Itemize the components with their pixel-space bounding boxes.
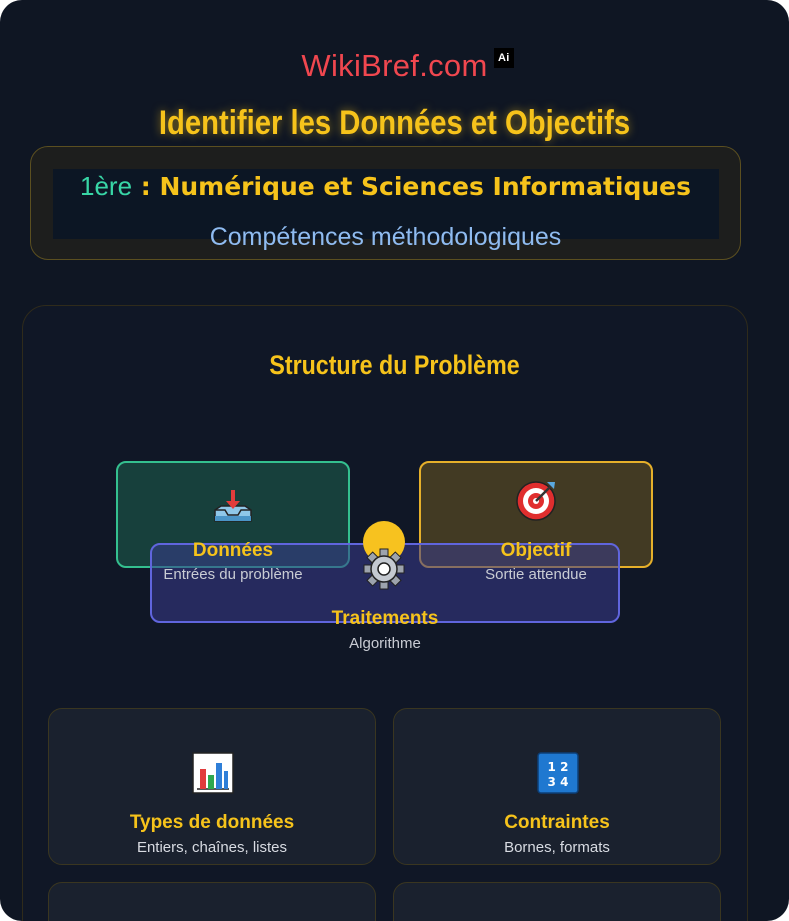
course-separator: : bbox=[132, 172, 160, 201]
node-donnees-subtitle: Entrées du problème bbox=[163, 566, 303, 583]
node-donnees-title: Données bbox=[192, 540, 274, 561]
card-title: Contraintes bbox=[504, 812, 610, 833]
target-icon bbox=[514, 478, 558, 522]
card-description: Entiers, chaînes, listes bbox=[136, 839, 288, 856]
svg-text:3 4: 3 4 bbox=[547, 775, 569, 789]
course-banner bbox=[30, 146, 741, 260]
node-objectif-title: Objectif bbox=[500, 540, 572, 561]
node-objectif-subtitle: Sortie attendue bbox=[485, 566, 587, 583]
brand-name[interactable]: WikiBref.com bbox=[301, 48, 488, 83]
gear-icon bbox=[362, 547, 406, 591]
course-level: 1ère bbox=[80, 171, 133, 201]
diagram-title: Structure du Problème bbox=[269, 350, 520, 380]
svg-text:1 2: 1 2 bbox=[547, 760, 569, 774]
card-types-de-donnees[interactable] bbox=[48, 708, 376, 865]
card-contraintes[interactable] bbox=[393, 708, 721, 865]
card-partial-right[interactable] bbox=[393, 882, 721, 921]
card-partial-left[interactable] bbox=[48, 882, 376, 921]
site-brand bbox=[0, 48, 789, 84]
numbers-1234-icon bbox=[536, 751, 580, 795]
ai-badge: Ai bbox=[494, 48, 514, 68]
node-traitements-subtitle: Algorithme bbox=[349, 635, 421, 652]
bar-chart-icon bbox=[191, 751, 235, 795]
page-title: Identifier les Données et Objectifs bbox=[158, 104, 631, 142]
node-traitements-title: Traitements bbox=[331, 608, 439, 629]
course-subject: Numérique et Sciences Informatiques bbox=[159, 172, 691, 201]
card-description: Bornes, formats bbox=[504, 839, 610, 856]
course-title bbox=[31, 171, 740, 202]
course-subtitle: Compétences méthodologiques bbox=[209, 223, 562, 251]
card-title: Types de données bbox=[129, 812, 295, 833]
inbox-tray-icon bbox=[211, 486, 255, 530]
